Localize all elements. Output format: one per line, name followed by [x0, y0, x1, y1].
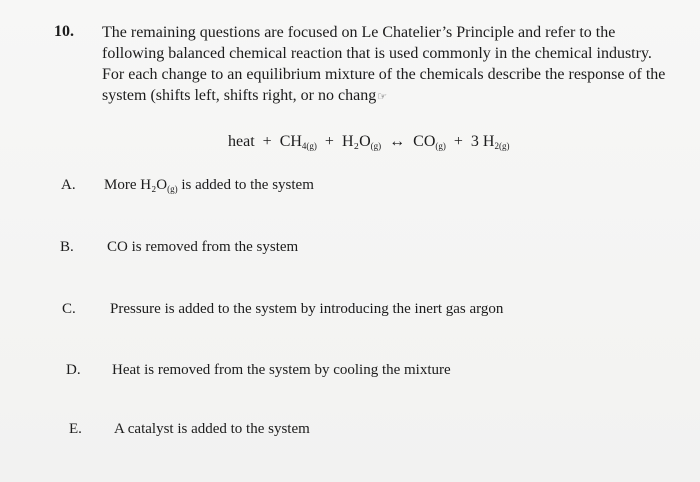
- item-c-letter: C.: [62, 301, 76, 317]
- intro-line-3: For each change to an equilibrium mixture of the chemicals describe the response of the: [102, 66, 666, 83]
- question-intro: [102, 22, 682, 108]
- eq-h2o-sub: (g): [370, 141, 382, 151]
- intro-line-1: The remaining questions are focused on Le Chatelier’s Principle and refer to the: [102, 24, 616, 41]
- eq-ch4-sub: 4(g): [301, 141, 317, 151]
- intro-line-4-text: system (shifts left, shifts right, or no chang: [102, 87, 377, 104]
- item-d-text: Heat is removed from the system by cooling the mixture: [112, 362, 451, 378]
- item-e-letter: E.: [69, 421, 82, 437]
- item-e-text: A catalyst is added to the system: [114, 421, 310, 437]
- eq-h2-sub: 2(g): [494, 141, 510, 151]
- eq-h2o: H₂O: [341, 133, 371, 150]
- pointer-hand-icon: ☞: [377, 91, 388, 103]
- item-b-text: CO is removed from the system: [107, 239, 299, 255]
- item-b-letter: B.: [60, 239, 74, 255]
- eq-co: CO: [413, 133, 436, 150]
- eq-plus-2: +: [324, 133, 334, 150]
- item-a-letter: A.: [61, 177, 76, 193]
- eq-h2: 3 H: [470, 133, 495, 150]
- item-a-text-after: is added to the system: [177, 177, 314, 193]
- eq-ch4: CH: [279, 133, 302, 150]
- item-a-sub: (g): [167, 184, 178, 194]
- question-number: 10.: [54, 23, 74, 40]
- item-a-text-before: More H₂O: [104, 177, 168, 193]
- item-c-text: Pressure is added to the system by introducing the inert gas argon: [110, 301, 504, 317]
- item-a-text: [104, 177, 314, 194]
- eq-plus-1: +: [262, 133, 272, 150]
- eq-arrow: ↔: [389, 133, 406, 150]
- intro-line-2: following balanced chemical reaction that is used commonly in the chemical industry.: [102, 45, 652, 62]
- eq-plus-3: +: [453, 133, 463, 150]
- item-d-letter: D.: [66, 362, 81, 378]
- chemical-equation: [228, 133, 509, 151]
- intro-line-4: [102, 85, 682, 108]
- eq-heat: heat: [228, 133, 255, 150]
- eq-co-sub: (g): [435, 141, 446, 151]
